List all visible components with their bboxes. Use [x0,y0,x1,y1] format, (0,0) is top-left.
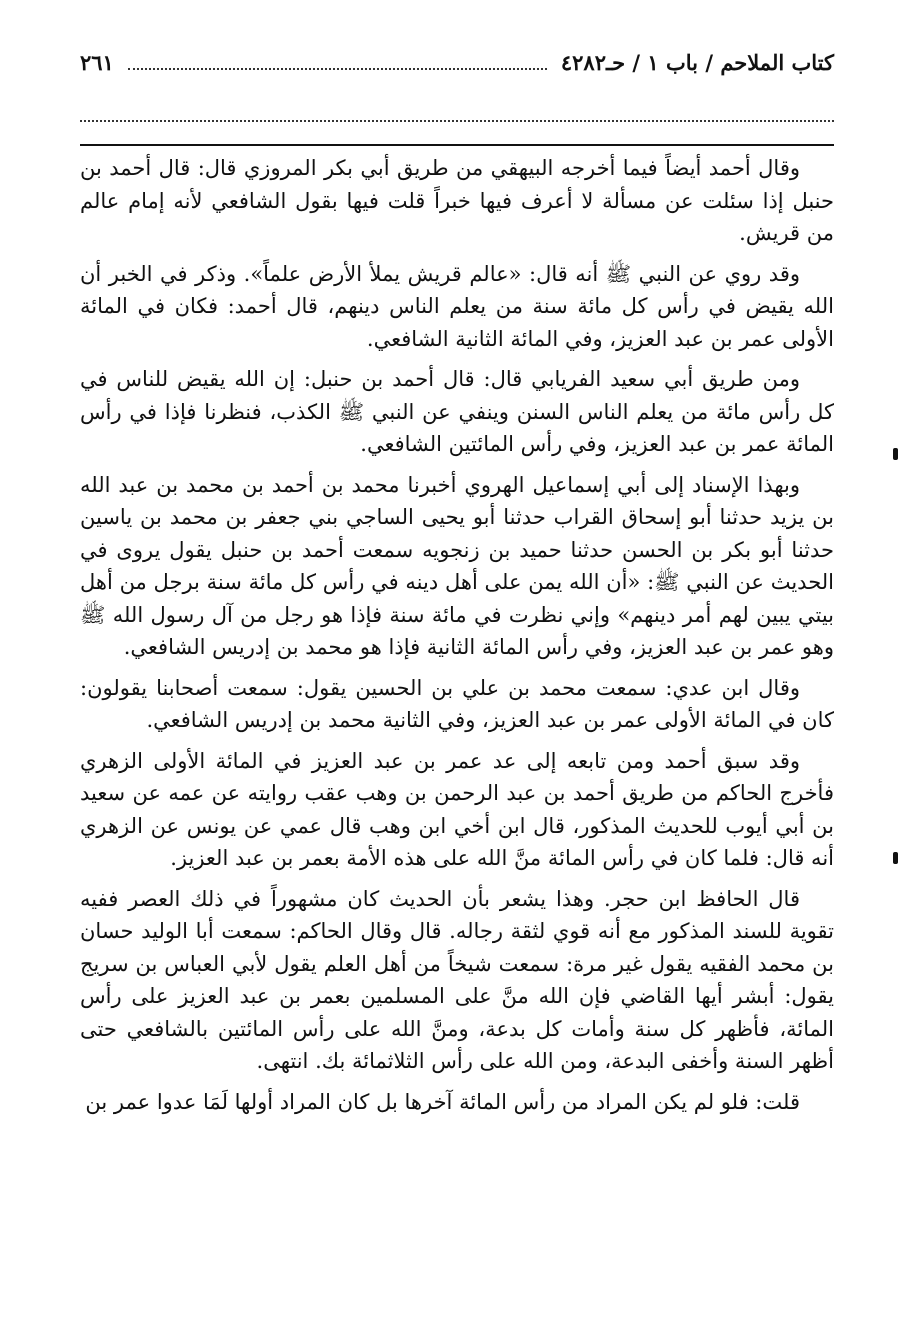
header-rule [80,144,834,146]
dot-leader [128,68,547,70]
running-head-title: كتاب الملاحم / باب ١ / حـ٤٢٨٢ [560,50,834,75]
paragraph: قلت: فلو لم يكن المراد من رأس المائة آخرها بل كان المراد أولها لَمَا عدوا عمر بن [85,1089,800,1114]
dotted-separator [80,120,834,122]
margin-mark [893,852,898,864]
margin-mark [893,448,898,460]
paragraph: وقد روي عن النبي ﷺ أنه قال: «عالم قريش يملأ الأرض علماً». وذكر في الخبر أن الله يقيض في رأس كل مائة سنة من يعلم الناس دينهم، قال أحمد: فكان في المائة الأولى عمر بن عبد العزيز، وفي المائة الثانية الشافعي. [80,261,834,351]
paragraph: وقال ابن عدي: سمعت محمد بن علي بن الحسين يقول: سمعت أصحابنا يقولون: كان في المائة الأولى عمر بن عبد العزيز، وفي الثانية محمد بن إدريس الشافعي. [80,675,834,732]
paragraph: وقد سبق أحمد ومن تابعه إلى عد عمر بن عبد العزيز في المائة الأولى الزهري فأخرج الحاكم من طريق أحمد بن عبد الرحمن بن وهب عقب روايته عن عمه عن سعيد بن أبي أيوب للحديث المذكور، قال ابن أخي ابن وهب قال عمي عن يونس عن الزهري أنه قال: فلما كان في رأس المائة منَّ الله على هذه الأمة بعمر بن عبد العزيز. [80,748,834,870]
page-number: ٢٦١ [80,50,114,75]
paragraph: قال الحافظ ابن حجر. وهذا يشعر بأن الحديث كان مشهوراً في ذلك العصر ففيه تقوية للسند المذكور مع أنه قوي لثقة رجاله. قال وقال الحاكم: سمعت أبا الوليد حسان بن محمد الفقيه يقول غير مرة: سمعت شيخاً من أهل العلم يقول لأبي العباس بن سريج يقول: أبشر أيها القاضي فإن الله منَّ على المسلمين بعمر بن عبد العزيز على رأس المائة، فأظهر كل سنة وأمات كل بدعة، ومنَّ الله على رأس المائتين بالشافعي حتى أظهر السنة وأخفى البدعة، ومن الله على رأس الثلاثمائة بك. انتهى. [80,886,834,1073]
paragraph: وبهذا الإسناد إلى أبي إسماعيل الهروي أخبرنا محمد بن أحمد بن محمد بن عبد الله بن يزيد حدثنا أبو إسحاق القراب حدثنا أبو يحيى الساجي بني جعفر بن محمد بن ياسين حدثنا أبو بكر بن الحسن حدثنا حميد بن زنجويه سمعت أحمد بن حنبل يقول يروى في الحديث عن النبي ﷺ: «أن الله يمن على أهل دينه في رأس كل مائة سنة برجل من أهل بيتي يبين لهم أمر دينهم» وإني نظرت في مائة سنة فإذا هو رجل من آل رسول الله ﷺ وهو عمر بن عبد العزيز، وفي رأس المائة الثانية فإذا هو محمد بن إدريس الشافعي. [80,472,834,659]
running-head [80,48,834,80]
paragraph: وقال أحمد أيضاً فيما أخرجه البيهقي من طريق أبي بكر المروزي قال: قال أحمد بن حنبل إذا سئلت عن مسألة لا أعرف فيها خبراً قلت فيها بقول الشافعي لأنه إمام عالم من قريش. [80,156,834,245]
paragraph: ومن طريق أبي سعيد الفريابي قال: قال أحمد بن حنبل: إن الله يقيض للناس في كل رأس مائة من يعلم الناس السنن وينفي عن النبي ﷺ الكذب، فنظرنا فإذا في رأس المائة عمر بن عبد العزيز، وفي رأس المائتين الشافعي. [80,367,834,456]
body-text [80,152,834,1118]
document-page [80,48,834,1126]
